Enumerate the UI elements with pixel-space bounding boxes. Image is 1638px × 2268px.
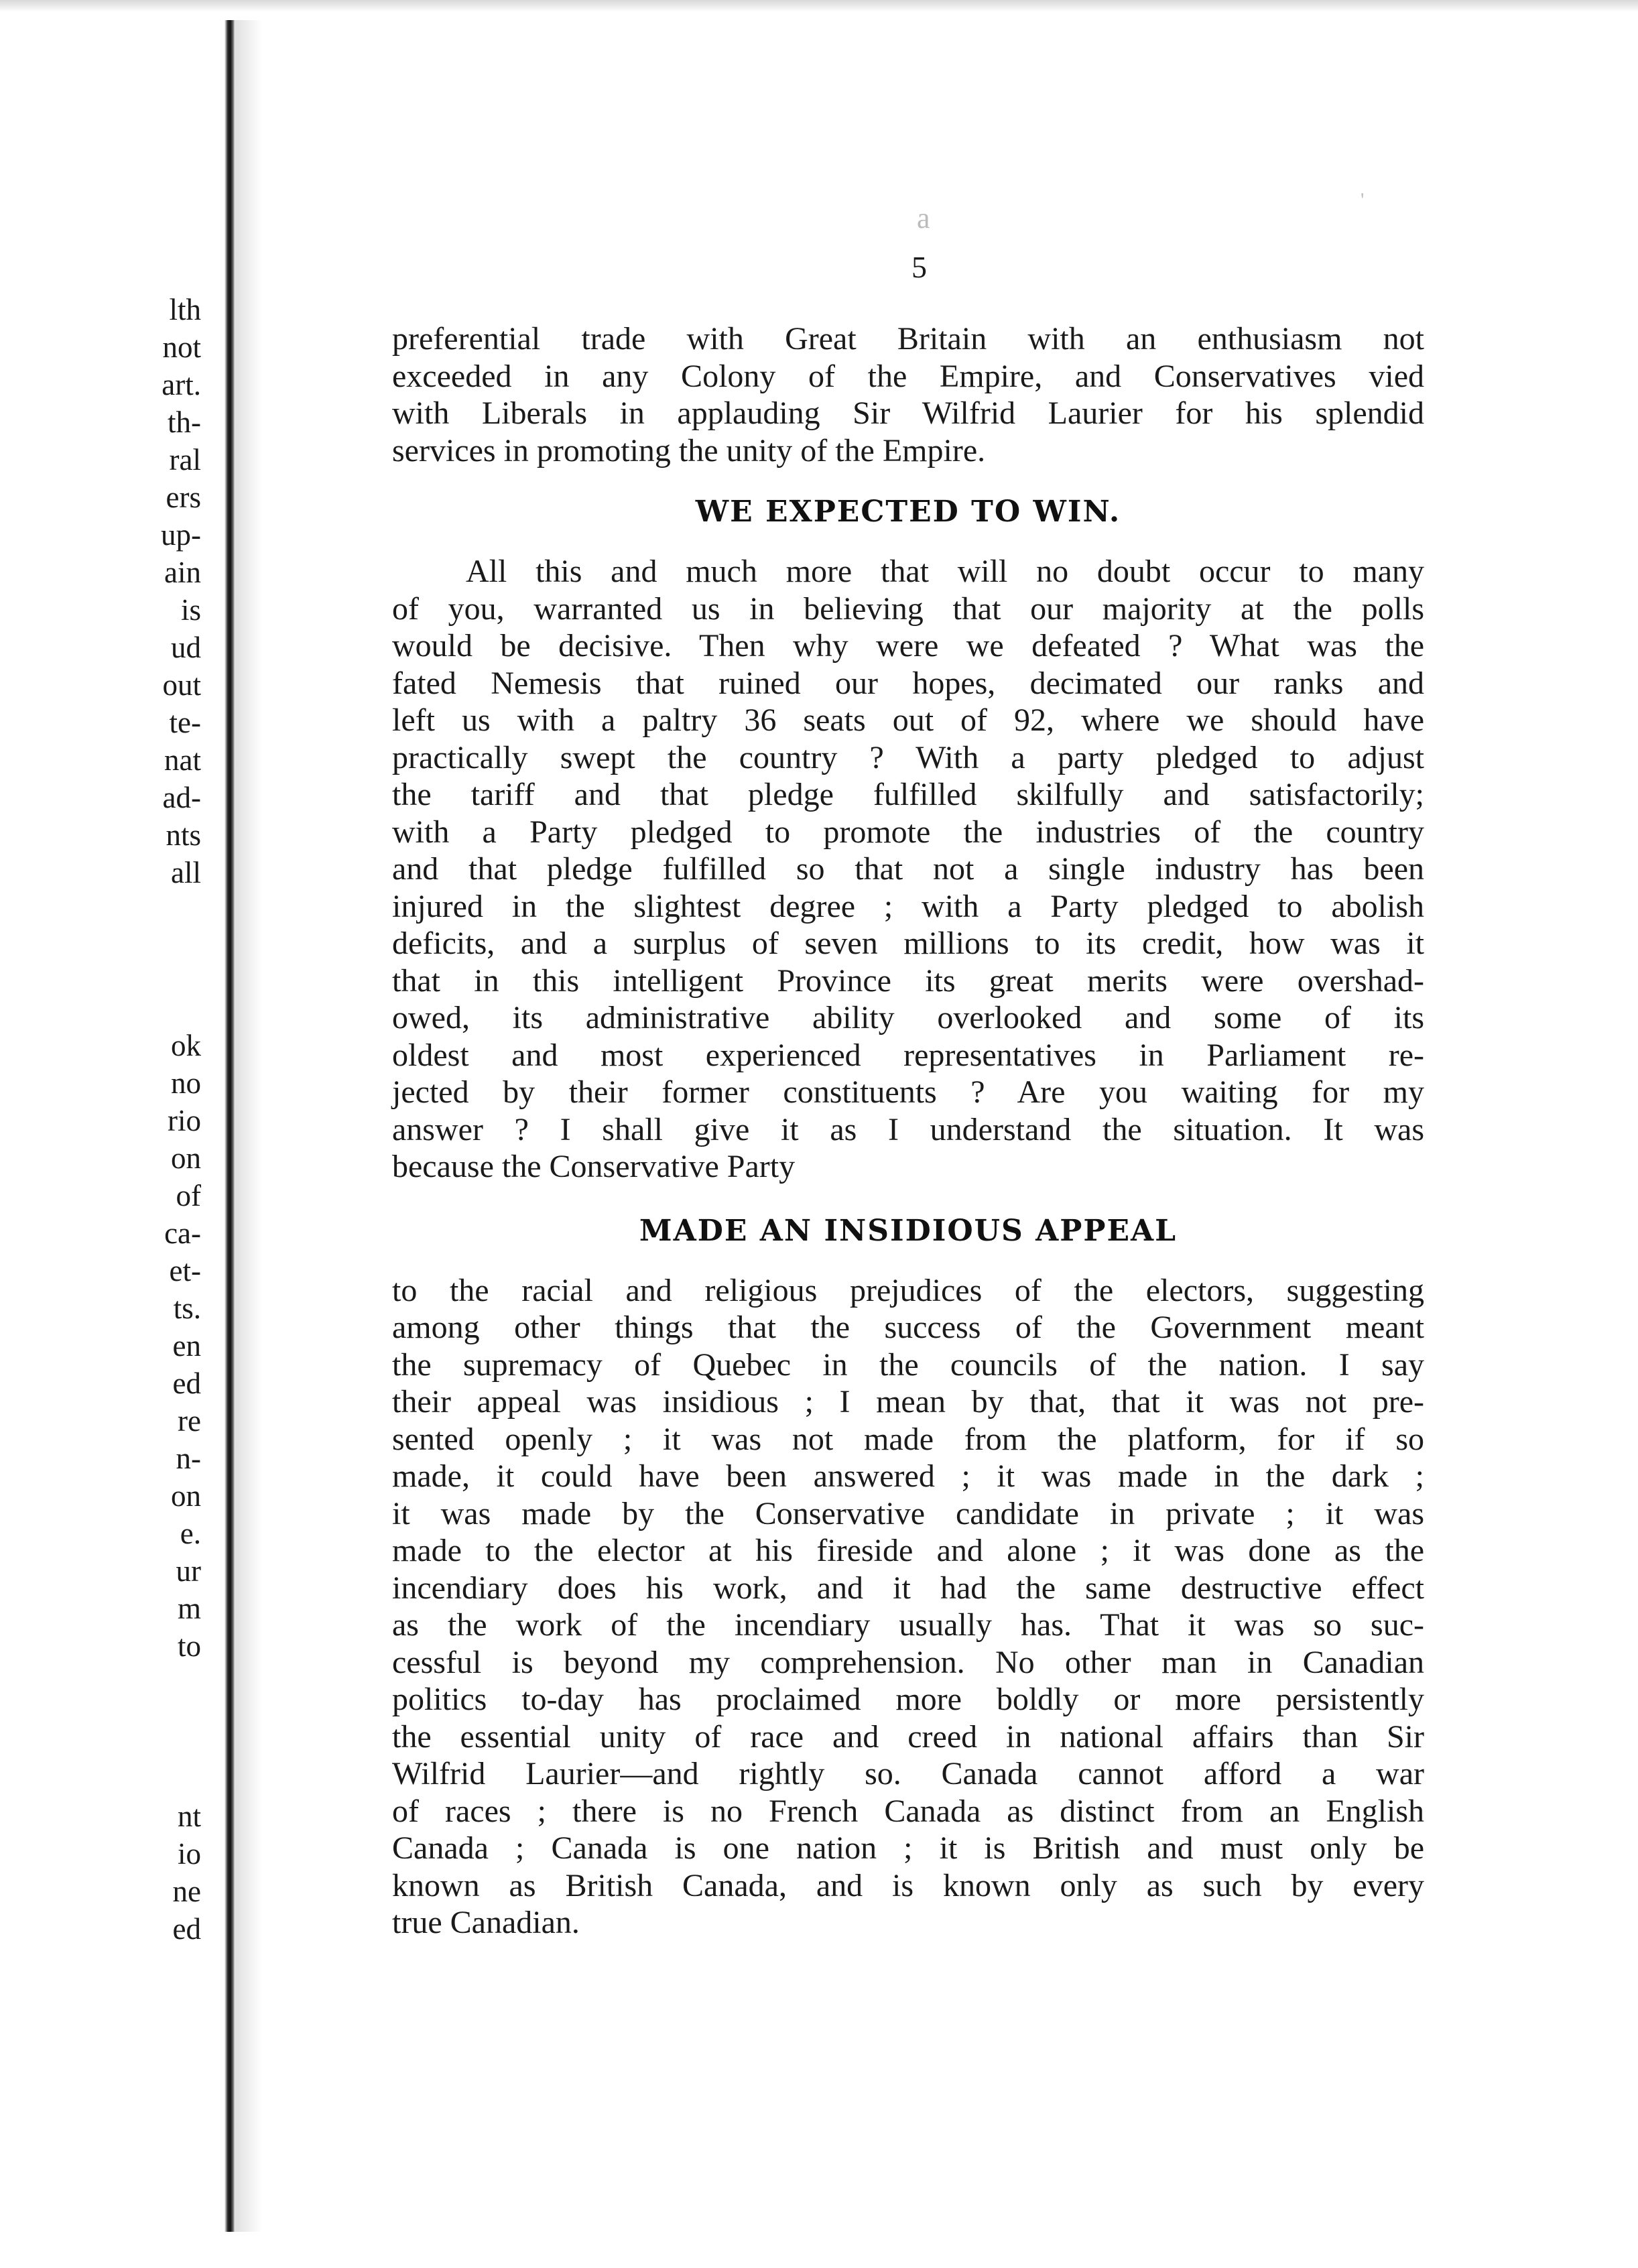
bleed-through-mark: a [917,202,930,235]
section-2-paragraph [392,1272,1424,1942]
text-line: and that pledge fulfilled so that not a single industry has been [392,851,1424,887]
gutter-shadow [235,20,262,2232]
facing-page-fragment: out [162,668,201,702]
section-1-paragraph [392,553,1424,1186]
facing-page-fragment: ad- [162,781,201,814]
text-line: of you, warranted us in believing that our majority at the polls [392,590,1424,627]
page-number: 5 [911,250,927,284]
text-line: would be decisive. Then why were we defeated ? What was the [392,628,1424,664]
facing-page-fragment: is [180,593,201,627]
facing-page-fragment: ral [169,443,201,477]
facing-page-fragment: ts. [173,1292,201,1325]
facing-page-fragments [0,0,201,2268]
facing-page-fragment: io [177,1837,201,1871]
text-line: exceeded in any Colony of the Empire, and Conservatives vied [392,358,1424,394]
text-line: the essential unity of race and creed in national affairs than Sir [392,1718,1424,1755]
text-line: it was made by the Conservative candidate in private ; it was [392,1495,1424,1531]
facing-page-fragment: nat [164,743,201,777]
text-line: known as British Canada, and is known only as such by every [392,1867,1424,1903]
text-line: answer ? I shall give it as I understand the situation. It was [392,1111,1424,1147]
text-line: injured in the slightest degree ; with a Party pledged to abolish [392,888,1424,924]
page-top-edge [0,0,1638,12]
facing-page-fragment: lth [169,293,201,326]
facing-page-fragment: no [171,1066,201,1100]
text-line: All this and much more that will no doubt occur to many [466,554,1424,589]
facing-page-fragment: art. [162,368,201,401]
facing-page-fragment: m [177,1592,201,1625]
facing-page-fragment: ca- [164,1216,201,1250]
section-heading-insidious-appeal: MADE AN INSIDIOUS APPEAL [639,1213,1178,1248]
text-line: that in this intelligent Province its great merits were overshad- [392,962,1424,999]
main-text-column [392,320,1424,1942]
text-line: because the Conservative Party [392,1149,796,1184]
text-line: practically swept the country ? With a party pledged to adjust [392,739,1424,775]
facing-page-fragment: re [178,1404,201,1438]
facing-page-fragment: ur [176,1554,201,1588]
text-line: sented openly ; it was not made from the platform, for if so [392,1421,1424,1457]
facing-page-fragment: ne [172,1875,201,1908]
text-line: cessful is beyond my comprehension. No other man in Canadian [392,1644,1424,1680]
text-line: Wilfrid Laurier—and rightly so. Canada cannot afford a war [392,1756,1424,1791]
text-line: with a Party pledged to promote the industries of the country [392,814,1424,850]
facing-page-fragment: nt [177,1800,201,1833]
facing-page-fragment: ers [166,481,201,514]
facing-page-fragment: all [171,856,201,889]
facing-page-fragment: on [171,1479,201,1513]
facing-page-fragment: nts [166,818,201,852]
facing-page-fragment: ed [172,1367,201,1400]
facing-page-fragment: en [172,1329,201,1363]
text-line: preferential trade with Great Britain with an enthusiasm not [392,321,1424,357]
facing-page-fragment: n- [176,1442,201,1475]
text-line: the supremacy of Quebec in the councils of the nation. I say [392,1346,1424,1383]
text-line: of races ; there is no French Canada as distinct from an English [392,1793,1424,1829]
text-line: to the racial and religious prejudices of the electors, suggesting [392,1272,1424,1308]
facing-page-fragment: ed [172,1912,201,1946]
text-line: their appeal was insidious ; I mean by that, that it was not pre- [392,1384,1424,1420]
facing-page-fragment: up- [161,518,201,552]
text-line: owed, its administrative ability overlooked and some of its [392,1000,1424,1035]
facing-page-fragment: of [176,1179,201,1212]
facing-page-fragment: rio [168,1104,201,1137]
intro-paragraph [392,320,1424,469]
facing-page-fragment: ok [171,1029,201,1062]
text-line: among other things that the success of the Government meant [392,1310,1424,1345]
facing-page-fragment: on [171,1141,201,1175]
section-heading-expected-to-win: WE EXPECTED TO WIN. [695,495,1121,529]
text-line: services in promoting the unity of the Empire. [392,432,986,468]
text-line: fated Nemesis that ruined our hopes, decimated our ranks and [392,665,1424,701]
text-line: oldest and most experienced representatives in Parliament re- [392,1037,1424,1073]
text-line: jected by their former constituents ? Are you waiting for my [392,1074,1424,1110]
text-line: true Canadian. [392,1905,580,1940]
text-line: politics to-day has proclaimed more boldly or more persistently [392,1682,1424,1717]
facing-page-fragment: ud [171,631,201,664]
bleed-through-tick: ' [1361,189,1365,211]
text-line: deficits, and a surplus of seven millions to its credit, how was it [392,926,1424,961]
text-line: with Liberals in applauding Sir Wilfrid Laurier for his splendid [392,395,1424,431]
text-line: made, it could have been answered ; it was made in the dark ; [392,1458,1424,1494]
facing-page-fragment: not [162,330,201,364]
facing-page-fragment: e. [180,1517,201,1550]
text-line: made to the elector at his fireside and alone ; it was done as the [392,1533,1424,1568]
page-gutter [225,20,235,2232]
facing-page-fragment: et- [169,1254,201,1287]
text-line: as the work of the incendiary usually has. That it was so suc- [392,1607,1424,1643]
text-line: incendiary does his work, and it had the same destructive effect [392,1570,1424,1606]
facing-page-fragment: te- [169,706,201,739]
text-line: left us with a paltry 36 seats out of 92, where we should have [392,702,1424,738]
text-line: Canada ; Canada is one nation ; it is British and must only be [392,1830,1424,1866]
facing-page-fragment: to [177,1629,201,1663]
facing-page-fragment: th- [168,405,201,439]
facing-page-fragment: ain [164,556,201,589]
text-line: the tariff and that pledge fulfilled skilfully and satisfactorily; [392,777,1424,812]
